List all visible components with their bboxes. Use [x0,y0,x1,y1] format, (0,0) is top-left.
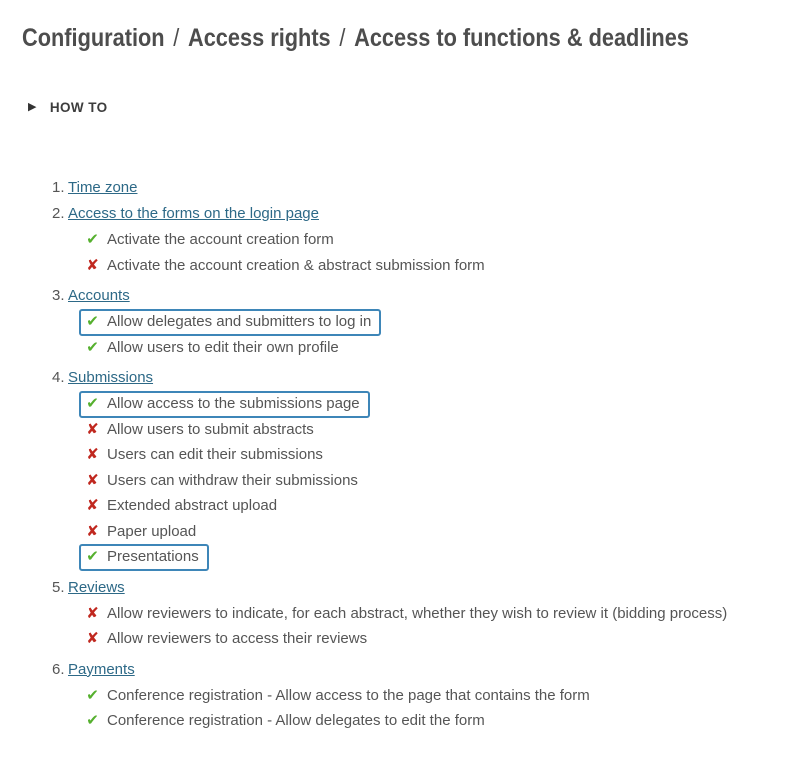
setting-row [85,519,811,545]
section-settings [85,309,811,360]
section [52,201,811,278]
breadcrumb-item: Configuration [22,24,165,52]
setting-label: Users can edit their submissions [107,446,323,463]
disabled-cross-icon: ✘ [86,497,99,514]
section [52,283,811,360]
setting-row [85,335,811,361]
setting-label: Activate the account creation form [107,231,334,248]
breadcrumb-separator: / [339,24,346,52]
howto-label: HOW TO [49,100,108,115]
setting-row [85,626,811,652]
enabled-check-icon: ✔ [86,231,99,248]
setting-chip [85,708,485,734]
section-number: 3. [52,287,65,304]
setting-chip [85,493,277,519]
enabled-check-icon: ✔ [86,313,99,330]
expand-arrow-icon: ▶ [28,101,37,113]
setting-chip [85,335,339,361]
setting-highlight-box [79,544,209,571]
howto-toggle[interactable] [28,100,108,115]
setting-row [85,442,811,468]
breadcrumb-item: Access rights [188,24,331,52]
page [0,24,811,734]
section-link[interactable]: Access to the forms on the login page [68,205,319,222]
disabled-cross-icon: ✘ [86,630,99,647]
setting-label: Allow access to the submissions page [107,395,360,412]
setting-label: Presentations [107,548,199,565]
setting-label: Users can withdraw their submissions [107,471,358,489]
disabled-cross-icon: ✘ [86,446,99,463]
setting-label: Paper upload [107,522,197,540]
disabled-cross-icon: ✘ [86,604,99,622]
section-settings [85,227,811,278]
section-link[interactable]: Accounts [68,287,130,304]
setting-row [85,253,811,279]
section [52,175,811,201]
setting-label: Activate the account creation & abstract submission form [107,256,485,274]
setting-row [85,708,811,734]
setting-chip [85,626,367,652]
setting-label: Allow users to submit abstracts [107,420,314,438]
disabled-cross-icon: ✘ [86,471,99,489]
enabled-check-icon: ✔ [86,338,99,356]
setting-chip [85,683,590,709]
section-number: 2. [52,205,65,222]
enabled-check-icon: ✔ [86,686,99,704]
setting-label: Allow reviewers to indicate, for each abstract, whether they wish to review it (bidding process) [107,604,728,622]
section-link[interactable]: Reviews [68,578,125,596]
setting-chip [85,468,358,494]
setting-chip [85,253,485,279]
section [52,575,811,652]
setting-chip [85,417,314,443]
enabled-check-icon: ✔ [86,712,99,729]
setting-row [85,683,811,709]
breadcrumb-separator: / [173,24,180,52]
section-settings [85,601,811,652]
section-link[interactable]: Payments [68,660,135,678]
breadcrumb [22,24,708,53]
setting-chip [85,227,334,253]
setting-label: Conference registration - Allow delegates to edit the form [107,712,485,729]
section-settings [85,683,811,734]
enabled-check-icon: ✔ [86,395,99,412]
section-settings [85,391,811,570]
section-number: 1. [52,179,65,196]
section-link[interactable]: Submissions [68,369,154,386]
setting-label: Allow reviewers to access their reviews [107,630,368,647]
section-link[interactable]: Time zone [68,179,138,196]
setting-row [85,493,811,519]
setting-chip [85,519,196,545]
setting-label: Extended abstract upload [107,497,278,514]
section [52,657,811,734]
section-number: 5. [52,578,65,596]
setting-row [85,601,811,627]
setting-row [85,391,811,417]
section [52,365,811,570]
setting-highlight-box [79,391,370,418]
setting-label: Conference registration - Allow access to the page that contains the form [107,686,590,704]
enabled-check-icon: ✔ [86,548,99,565]
setting-highlight-box [79,309,381,336]
section-number: 6. [52,660,65,678]
setting-row [85,309,811,335]
disabled-cross-icon: ✘ [86,420,99,438]
setting-chip [85,442,323,468]
setting-label: Allow users to edit their own profile [107,338,339,356]
settings-list [0,175,811,734]
setting-chip [85,601,727,627]
setting-row [85,417,811,443]
setting-row [85,544,811,570]
setting-row [85,468,811,494]
disabled-cross-icon: ✘ [86,256,99,274]
disabled-cross-icon: ✘ [86,522,99,540]
breadcrumb-item: Access to functions & deadlines [354,24,689,52]
setting-row [85,227,811,253]
setting-label: Allow delegates and submitters to log in [107,313,372,330]
section-number: 4. [52,369,65,386]
